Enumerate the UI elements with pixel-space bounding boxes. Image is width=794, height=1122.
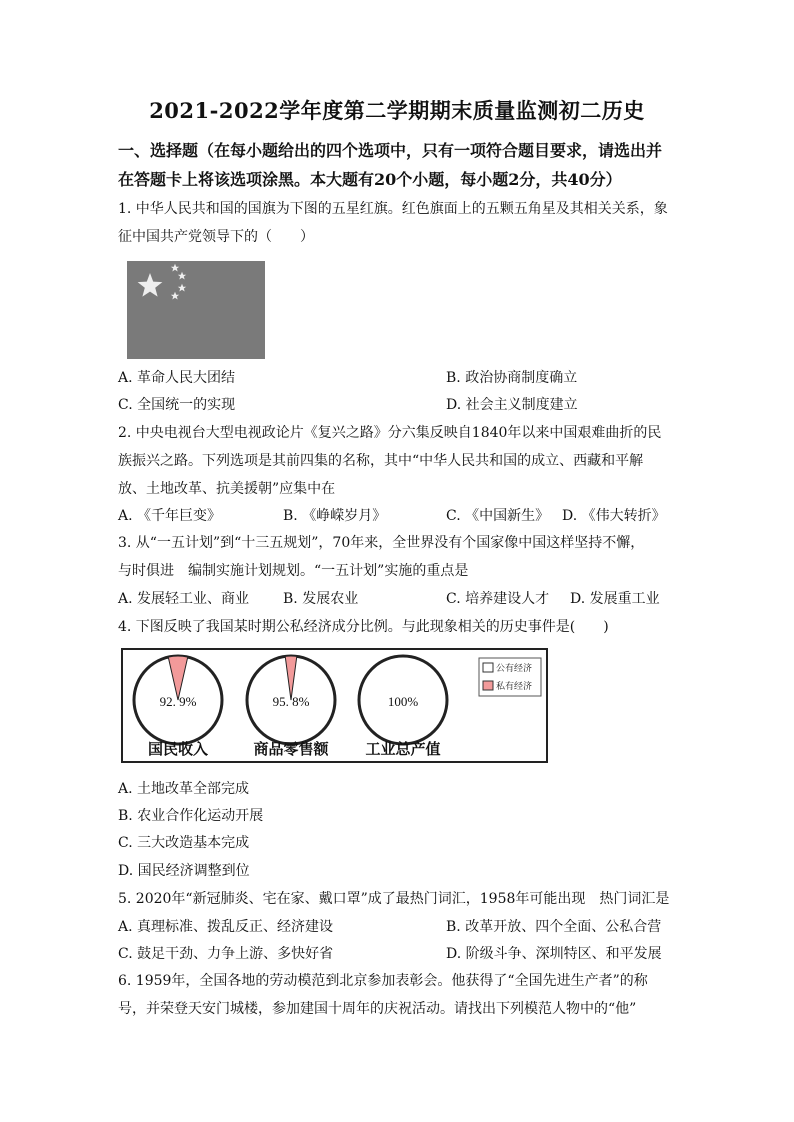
pie-value-label: 95. 8% xyxy=(272,694,310,709)
pie-category-label: 工业总产值 xyxy=(365,740,441,758)
pie-value-label: 100% xyxy=(387,694,419,709)
q3-option-b: B. 发展农业 xyxy=(283,591,359,607)
q3-option-c: C. 培养建设人才 xyxy=(446,591,550,607)
q4-option-d: D. 国民经济调整到位 xyxy=(118,863,250,879)
q2-option-a: A. 《千年巨变》 xyxy=(118,508,222,524)
legend-label-public: 公有经济 xyxy=(496,664,533,674)
small-star-icon xyxy=(171,264,179,272)
q3-stem-line-1: 3. 从“一五计划”到“十三五规划”，70年来，全世界没有个国家像中国这样坚持不懈， xyxy=(118,535,645,551)
q3-stem-line-2: 与时俱进 编制实施计划规划。“一五计划”实施的重点是 xyxy=(118,563,469,579)
national-flag-image xyxy=(127,261,265,359)
q4-option-a: A. 土地改革全部完成 xyxy=(118,781,250,797)
q4-stem-line-1: 4. 下图反映了我国某时期公私经济成分比例。与此现象相关的历史事件是( ) xyxy=(118,619,609,635)
q6-stem-line-1: 6. 1959年，全国各地的劳动模范到北京参加表彰会。他获得了“全国先进生产者”的称 xyxy=(118,973,648,989)
legend-label-private: 私有经济 xyxy=(496,682,533,692)
pie-value-label: 92. 9% xyxy=(159,694,197,709)
q2-stem-line-3: 放、土地改革、抗美援朝”应集中在 xyxy=(118,481,336,497)
q2-option-d: D. 《伟大转折》 xyxy=(562,508,666,524)
legend-swatch-private xyxy=(483,681,493,690)
section-heading-line-2: 在答题卡上将该选项涂黑。本大题有20个小题，每小题2分，共40分） xyxy=(118,170,622,189)
q4-option-c: C. 三大改造基本完成 xyxy=(118,835,250,851)
large-star-icon xyxy=(138,273,163,297)
q2-option-c: C. 《中国新生》 xyxy=(446,508,550,524)
q5-option-c: C. 鼓足干劲、力争上游、多快好省 xyxy=(118,946,334,962)
q6-stem-line-2: 号，并荣登天安门城楼，参加建国十周年的庆祝活动。请找出下列模范人物中的“他” xyxy=(118,1001,637,1017)
q5-stem-line-1: 5. 2020年“新冠肺炎、宅在家、戴口罩”成了最热门词汇，1958年可能出现 热门词汇是 xyxy=(118,891,670,907)
q4-option-b: B. 农业合作化运动开展 xyxy=(118,808,264,824)
q1-stem-line-2: 征中国共产党领导下的（ ） xyxy=(118,229,314,245)
q1-option-a: A. 革命人民大团结 xyxy=(118,370,236,386)
q2-option-b: B. 《峥嵘岁月》 xyxy=(283,508,387,524)
small-star-icon xyxy=(178,272,186,280)
ownership-pie-charts xyxy=(121,648,548,763)
q3-option-a: A. 发展轻工业、商业 xyxy=(118,591,250,607)
q1-stem-line-1: 1. 中华人民共和国的国旗为下图的五星红旗。红色旗面上的五颗五角星及其相关关系，象 xyxy=(118,201,668,217)
small-star-icon xyxy=(178,284,186,292)
q2-stem-line-1: 2. 中央电视台大型电视政论片《复兴之路》分六集反映自1840年以来中国艰难曲折的民 xyxy=(118,425,662,441)
small-star-icon xyxy=(171,292,179,300)
q5-option-a: A. 真理标准、拨乱反正、经济建设 xyxy=(118,919,334,935)
pie-category-label: 商品零售额 xyxy=(253,740,329,758)
legend-swatch-public xyxy=(483,663,493,672)
q1-option-c: C. 全国统一的实现 xyxy=(118,397,236,413)
page-title: 2021-2022学年度第二学期期末质量监测初二历史 xyxy=(149,98,645,123)
q3-option-d: D. 发展重工业 xyxy=(570,591,660,607)
q2-stem-line-2: 族振兴之路。下列选项是其前四集的名称，其中“中华人民共和国的成立、西藏和平解 xyxy=(118,453,644,469)
q1-option-d: D. 社会主义制度建立 xyxy=(446,397,578,413)
pie-category-label: 国民收入 xyxy=(147,740,209,758)
q5-option-b: B. 改革开放、四个全面、公私合营 xyxy=(446,919,662,935)
section-heading-line-1: 一、选择题（在每小题给出的四个选项中，只有一项符合题目要求，请选出并 xyxy=(118,141,663,160)
q5-option-d: D. 阶级斗争、深圳特区、和平发展 xyxy=(446,946,662,962)
q1-option-b: B. 政治协商制度确立 xyxy=(446,370,578,386)
section-heading xyxy=(118,136,678,194)
